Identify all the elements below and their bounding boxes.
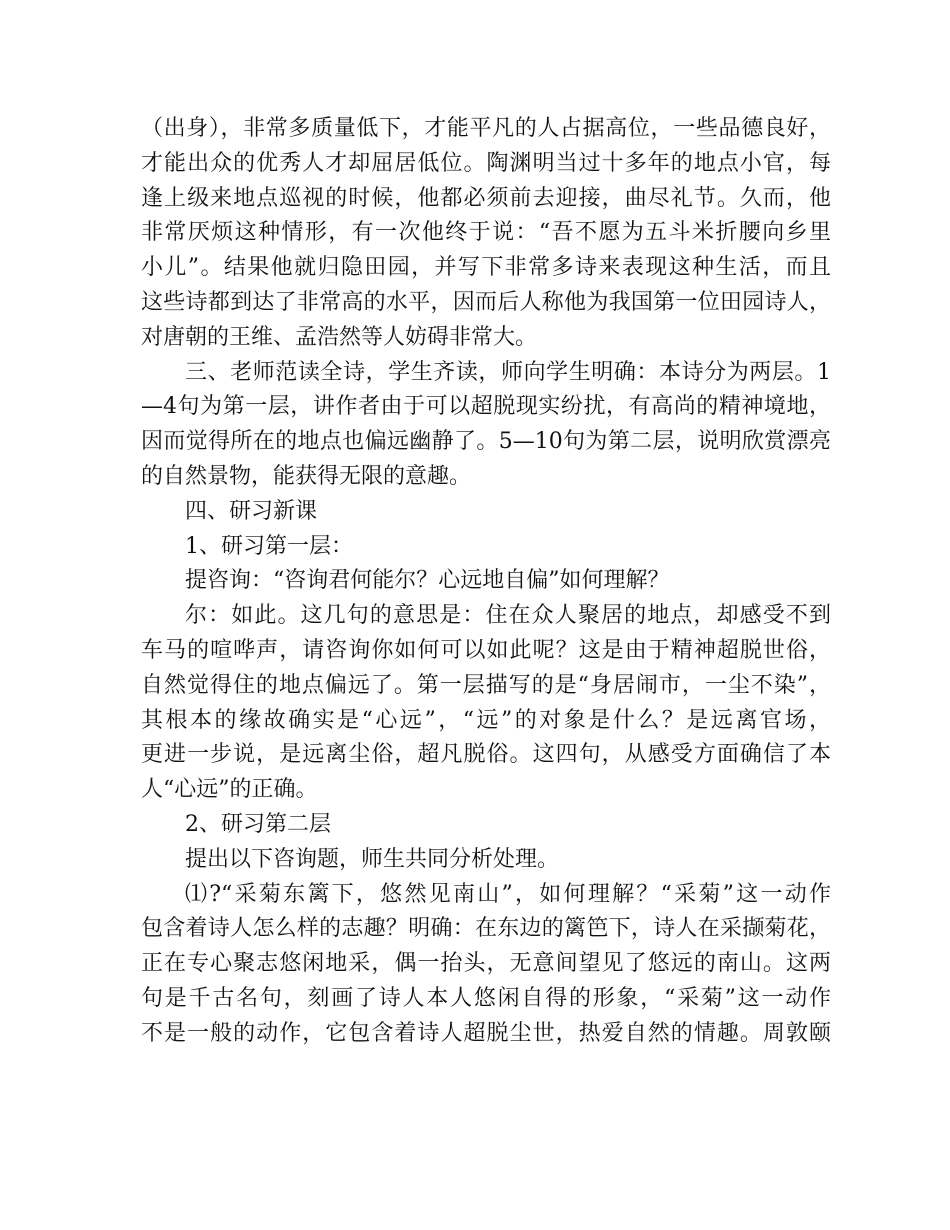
text-line: 其根本的缘故确实是“心远”，“远”的对象是什么？是远离官场， bbox=[141, 707, 831, 733]
text-line: 2、研习第二层 bbox=[185, 811, 331, 837]
text-line: 提咨询：“咨询君何能尔？心远地自偏”如何理解？ bbox=[185, 568, 670, 594]
text-line: —4句为第一层，讲作者由于可以超脱现实纷扰，有高尚的精神境地， bbox=[141, 394, 831, 420]
text-line: （出身），非常多质量低下，才能平凡的人占据高位，一些品德良好， bbox=[141, 116, 831, 141]
text-line: 的自然景物，能获得无限的意趣。 bbox=[141, 463, 472, 489]
text-line: 正在专心聚志悠闲地采，偶一抬头，无意间望见了悠远的南山。这两 bbox=[141, 951, 831, 977]
text-line: 人“心远”的正确。 bbox=[141, 777, 318, 803]
text-line: 1、研习第一层： bbox=[185, 533, 353, 559]
text-line: 才能出众的优秀人才却屈居低位。陶渊明当过十多年的地点小官，每 bbox=[141, 150, 831, 176]
document-body bbox=[141, 112, 831, 1052]
text-line: 逢上级来地点巡视的时候，他都必须前去迎接，曲尽礼节。久而，他 bbox=[141, 185, 831, 211]
text-line: 四、研习新课 bbox=[185, 498, 318, 524]
text-line: 因而觉得所在的地点也偏远幽静了。5—10句为第二层，说明欣赏漂亮 bbox=[141, 429, 831, 455]
text-line: 车马的喧哗声，请咨询你如何可以如此呢？这是由于精神超脱世俗， bbox=[141, 637, 831, 663]
text-line: 提出以下咨询题，师生共同分析处理。 bbox=[185, 846, 560, 872]
text-line: 对唐朝的王维、孟浩然等人妨碍非常大。 bbox=[141, 324, 538, 350]
text-line: 更进一步说，是远离尘俗，超凡脱俗。这四句，从感受方面确信了本 bbox=[141, 742, 831, 768]
text-line: 小儿”。结果他就归隐田园，并写下非常多诗来表现这种生活，而且 bbox=[141, 255, 831, 281]
text-line: 这些诗都到达了非常高的水平，因而后人称他为我国第一位田园诗人， bbox=[141, 289, 831, 315]
text-line: 句是千古名句，刻画了诗人本人悠闲自得的形象，“采菊”这一动作 bbox=[141, 985, 831, 1011]
text-line: 非常厌烦这种情形，有一次他终于说：“吾不愿为五斗米折腰向乡里 bbox=[141, 220, 831, 246]
text-line: ⑴?“采菊东篱下，悠然见南山”，如何理解？“采菊”这一动作 bbox=[185, 881, 831, 907]
text-line: 不是一般的动作，它包含着诗人超脱尘世，热爱自然的情趣。周敦颐 bbox=[141, 1020, 831, 1046]
text-line: 三、老师范读全诗，学生齐读，师向学生明确：本诗分为两层。1 bbox=[185, 359, 831, 385]
text-line: 尔：如此。这几句的意思是：住在众人聚居的地点，却感受不到 bbox=[185, 603, 831, 629]
text-line: 自然觉得住的地点偏远了。第一层描写的是“身居闹市，一尘不染”， bbox=[141, 672, 831, 698]
text-line: 包含着诗人怎么样的志趣？明确：在东边的篱笆下，诗人在采撷菊花， bbox=[141, 916, 831, 942]
